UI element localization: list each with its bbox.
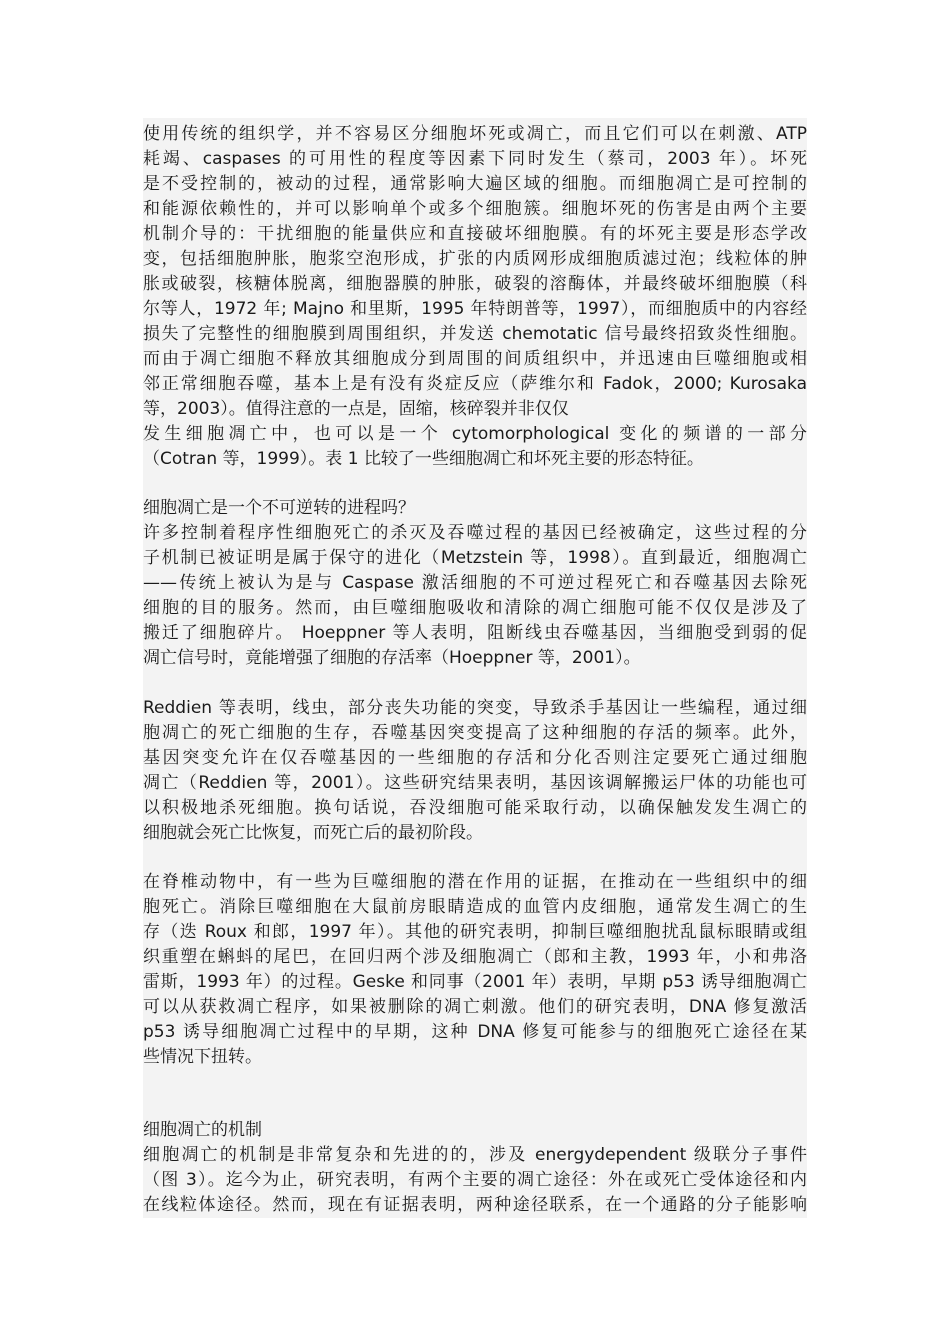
text-line: 机制介导的：干扰细胞的能量供应和直接破坏细胞膜。有的坏死主要是形态学改 (143, 224, 807, 244)
text-line: 细胞的目的服务。然而，由巨噬细胞吸收和清除的凋亡细胞可能不仅仅是涉及了 (143, 598, 807, 618)
text-line: 凋亡（Reddien 等，2001）。这些研究结果表明，基因该调解搬运尸体的功能也可 (143, 773, 807, 793)
text-line: 胞死亡。消除巨噬细胞在大鼠前房眼睛造成的血管内皮细胞，通常发生凋亡的生 (143, 897, 807, 917)
text-line: （图 3）。迄今为止，研究表明，有两个主要的凋亡途径：外在或死亡受体途径和内 (143, 1170, 807, 1190)
section-irreversibility (143, 496, 807, 671)
text-line: 发生细胞凋亡中，也可以是一个 cytomorphological 变化的频谱的一部分 (143, 424, 807, 444)
text-line: 存（迭 Roux 和郎，1997 年）。其他的研究表明，抑制巨噬细胞扰乱鼠标眼睛或组 (143, 922, 807, 942)
paragraph-vertebrates (143, 870, 807, 1070)
text-line: 是不受控制的，被动的过程，通常影响大遍区域的细胞。而细胞凋亡是可控制的 (143, 174, 807, 194)
text-line: 许多控制着程序性细胞死亡的杀灭及吞噬过程的基因已经被确定，这些过程的分 (143, 523, 807, 543)
text-line: 变，包括细胞肿胀，胞浆空泡形成，扩张的内质网形成细胞质滤过泡；线粒体的肿 (143, 249, 807, 269)
text-line: 损失了完整性的细胞膜到周围组织，并发送 chemotatic 信号最终招致炎性细胞。 (143, 324, 807, 344)
text-line: 子机制已被证明是属于保守的进化（Metzstein 等，1998）。直到最近，细胞凋亡 (143, 548, 807, 568)
paragraph-necrosis-vs-apoptosis (143, 122, 807, 472)
text-line: 耗竭、caspases 的可用性的程度等因素下同时发生（蔡司，2003 年）。坏死 (143, 149, 807, 169)
text-line: 细胞就会死亡比恢复，而死亡后的最初阶段。 (143, 823, 483, 843)
text-line: Reddien 等表明，线虫，部分丧失功能的突变，导致杀手基因让一些编程，通过细 (143, 698, 807, 718)
text-line: 可以从获救凋亡程序，如果被删除的凋亡刺激。他们的研究表明，DNA 修复激活 (143, 997, 807, 1017)
document-page (143, 118, 807, 1218)
text-line: ——传统上被认为是与 Caspase 激活细胞的不可逆过程死亡和吞噬基因去除死 (143, 573, 807, 593)
section-mechanism (143, 1118, 807, 1218)
text-line: 而由于凋亡细胞不释放其细胞成分到周围的间质组织中，并迅速由巨噬细胞或相 (143, 349, 807, 369)
text-line: p53 诱导细胞凋亡过程中的早期，这种 DNA 修复可能参与的细胞死亡途径在某 (143, 1022, 807, 1042)
text-line: 胀或破裂，核糖体脱离，细胞器膜的肿胀，破裂的溶酶体，并最终破坏细胞膜（科 (143, 274, 807, 294)
text-line: 在脊椎动物中，有一些为巨噬细胞的潜在作用的证据，在推动在一些组织中的细 (143, 872, 807, 892)
text-line: 和能源依赖性的，并可以影响单个或多个细胞簇。细胞坏死的伤害是由两个主要 (143, 199, 807, 219)
text-line: （Cotran 等，1999）。表 1 比较了一些细胞凋亡和坏死主要的形态特征。 (143, 449, 704, 469)
text-line: 雷斯，1993 年）的过程。Geske 和同事（2001 年）表明，早期 p53 诱导细胞凋亡 (143, 972, 807, 992)
text-line: 基因突变允许在仅吞噬基因的一些细胞的存活和分化否则注定要死亡通过细胞 (143, 748, 807, 768)
text-line: 等，2003）。值得注意的一点是，固缩，核碎裂并非仅仅 (143, 399, 569, 419)
text-line: 以积极地杀死细胞。换句话说，吞没细胞可能采取行动，以确保触发发生凋亡的 (143, 798, 807, 818)
text-line: 使用传统的组织学，并不容易区分细胞坏死或凋亡，而且它们可以在刺激、ATP (143, 124, 807, 144)
section-heading: 细胞凋亡的机制 (143, 1120, 262, 1140)
text-line: 尔等人，1972 年; Majno 和里斯，1995 年特朗普等，1997），而细胞质中的内容经 (143, 299, 807, 319)
text-line: 织重塑在蝌蚪的尾巴，在回归两个涉及细胞凋亡（郎和主教，1993 年，小和弗洛 (143, 947, 807, 967)
text-line: 细胞凋亡的机制是非常复杂和先进的的，涉及 energydependent 级联分子事件 (143, 1145, 807, 1165)
text-line: 邻正常细胞吞噬，基本上是有没有炎症反应（萨维尔和 Fadok，2000; Kurosaka (143, 374, 807, 394)
text-line: 些情况下扭转。 (143, 1047, 262, 1067)
text-line: 搬迁了细胞碎片。 Hoeppner 等人表明，阻断线虫吞噬基因，当细胞受到弱的促 (143, 623, 807, 643)
text-line: 胞凋亡的死亡细胞的生存，吞噬基因突变提高了这种细胞的存活的频率。此外， (143, 723, 807, 743)
paragraph-reddien (143, 696, 807, 846)
section-heading: 细胞凋亡是一个不可逆转的进程吗？ (143, 498, 415, 518)
text-line: 凋亡信号时，竟能增强了细胞的存活率（Hoeppner 等，2001）。 (143, 648, 641, 668)
text-line: 在线粒体途径。然而，现在有证据表明，两种途径联系，在一个通路的分子能影响 (143, 1195, 807, 1215)
